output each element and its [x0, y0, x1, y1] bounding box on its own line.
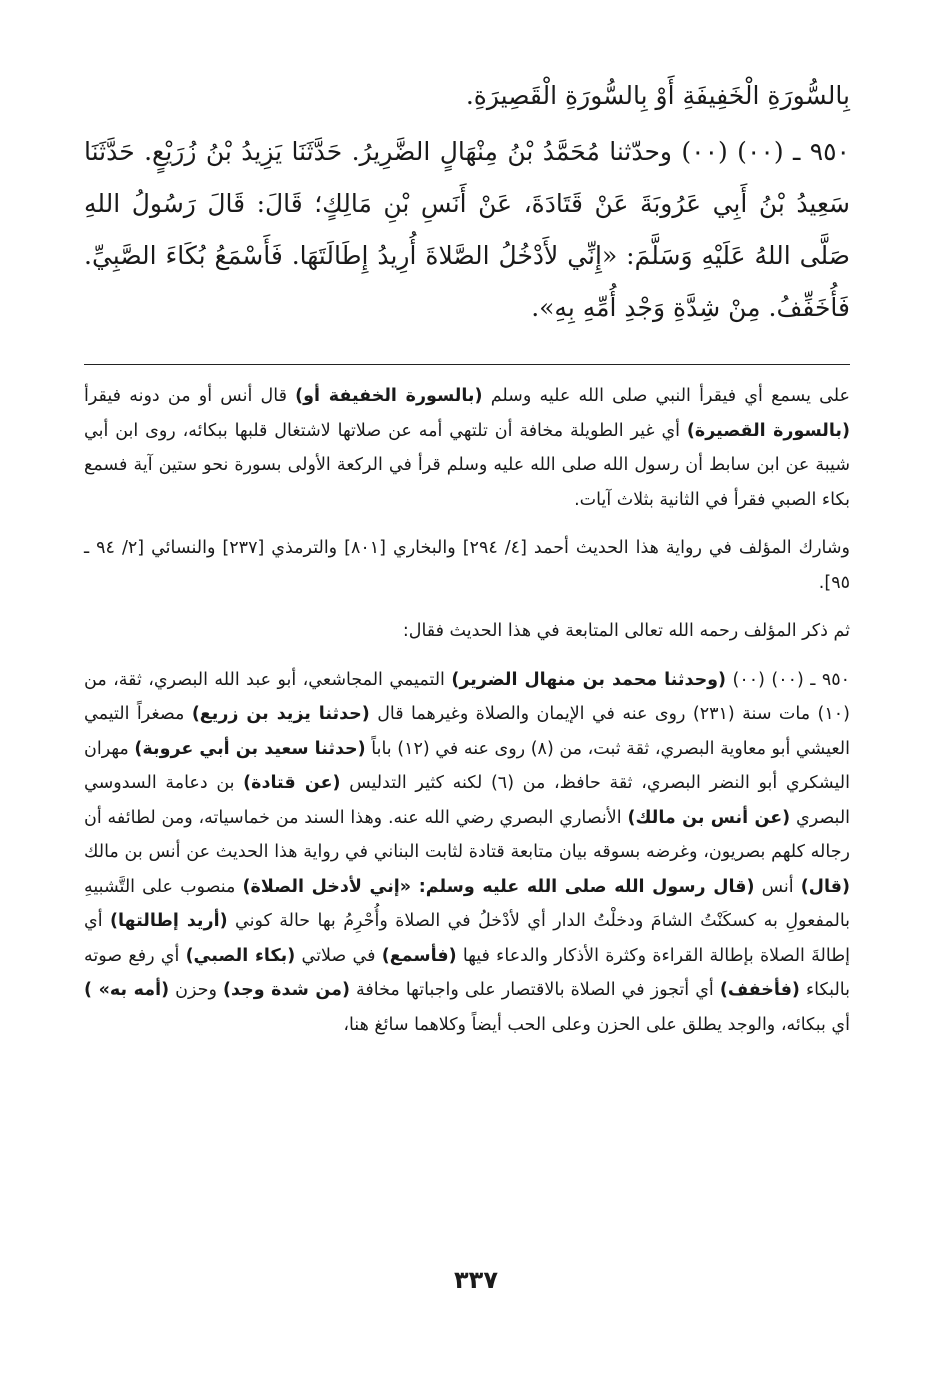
- quoted-phrase: (قال رسول الله صلى الله عليه وسلم: «إني لأدخل الصلاة): [242, 876, 755, 897]
- commentary-text: أي غير الطويلة مخافة أن تلتهي أمه عن صلاتها لاشتغال قلبها ببكائه، روى ابن أبي شيبة عن ابن سابط أن رسول الله صلى الله عليه وسلم قرأ في الركعة الأولى بسورة نحو ستين آية فسمع بكاء الصبي فقرأ في الثانية بثلاث آيات.: [84, 420, 850, 510]
- commentary-text: قال أنس أو من دونه فيقرأ: [84, 386, 296, 406]
- commentary-text: على يسمع أي فيقرأ النبي صلى الله عليه وسلم: [482, 386, 850, 406]
- quoted-phrase: (أمه به» ): [84, 980, 170, 1000]
- commentary-text: منصوب على التَّشبيهِ بالمفعولِ به كسكَنْتُ الشامَ ودخلْتُ الدار أي لأدْخلُ في الصلاة وأُحْرِمُ بها حالة كوني: [84, 876, 851, 931]
- quoted-phrase: (أريد إطالتها): [109, 911, 228, 931]
- commentary-text: ٩٥٠ ـ (٠٠) (٠٠): [726, 669, 851, 690]
- commentary-text: أي إطالةَ الصلاة بإطالة القراءة وكثرة الأذكار والدعاء فيها: [84, 911, 850, 966]
- commentary: [84, 379, 850, 1042]
- footnote-divider: [84, 364, 850, 365]
- commentary-text: بن دعامة السدوسي البصري: [84, 773, 851, 828]
- quoted-phrase: (بالسورة القصيرة): [686, 420, 850, 441]
- quoted-phrase: (وحدثنا محمد بن منهال الضرير): [451, 669, 727, 690]
- quoted-phrase: (حدثنا سعيد بن أبي عروبة): [134, 738, 366, 759]
- quoted-phrase: (من شدة وجد): [222, 980, 350, 1000]
- commentary-paragraph-2: وشارك المؤلف في رواية هذا الحديث أحمد [٤/ ٢٩٤] والبخاري [٨٠١] والترمذي [٢٣٧] والنسائي [٢/ ٩٤ ـ ٩٥].: [84, 538, 850, 593]
- quoted-phrase: (عن أنس بن مالك): [627, 807, 791, 828]
- quoted-phrase: (عن قتادة): [243, 773, 341, 793]
- hadith-text: [84, 70, 850, 334]
- quoted-phrase: (بكاء الصبي): [185, 945, 296, 966]
- commentary-text: التميمي المجاشعي، أبو عبد الله البصري، ثقة، من (١٠) مات سنة (٢٣١) روى عنه في الإيمان والصلاة وغيرهما قال: [84, 669, 850, 724]
- commentary-text: مصغراً التيمي العيشي أبو معاوية البصري، ثقة ثبت، من (٨) روى عنه في (١٢) باباً: [84, 704, 851, 759]
- hadith-continuation: بِالسُّورَةِ الْخَفِيفَةِ أَوْ بِالسُّورَةِ الْقَصِيرَةِ.: [465, 81, 850, 110]
- quoted-phrase: (قال): [800, 876, 850, 897]
- commentary-text: أي رفع صوته بالبكاء: [84, 945, 850, 1000]
- quoted-phrase: (فأسمع): [381, 945, 457, 966]
- commentary-paragraph-1: [84, 379, 850, 517]
- commentary-paragraph-3: ثم ذكر المؤلف رحمه الله تعالى المتابعة في هذا الحديث فقال:: [402, 621, 850, 641]
- page-number: ٣٣٧: [454, 1266, 498, 1294]
- quoted-phrase: (بالسورة الخفيفة أو): [295, 386, 483, 406]
- quoted-phrase: (فأخفف): [719, 980, 800, 1000]
- commentary-text: مهران اليشكري أبو النضر البصري، ثقة حافظ، من (٦) لكنه كثير التدليس: [84, 738, 850, 793]
- commentary-text: أي أتجوز في الصلاة بالاقتصار على واجباتها مخافة: [349, 980, 720, 1000]
- commentary-text: في صلاتي: [295, 945, 382, 966]
- commentary-paragraph-4: [84, 663, 850, 1043]
- page-body: [84, 70, 850, 1056]
- commentary-text: الأنصاري البصري رضي الله عنه. وهذا السند من خماسياته، ومن لطائفه أن رجاله كلهم بصريون، وغرضه بسوقه بيان متابعة قتادة لثابت البناني في رواية هذا الحديث عن أنس بن مالك: [84, 807, 850, 862]
- commentary-text: أنس: [754, 876, 801, 897]
- hadith-950: ٩٥٠ ـ (٠٠) (٠٠) وحدّثنا مُحَمَّدُ بْنُ مِنْهَالٍ الضَّرِيرُ. حَدَّثَنَا يَزِيدُ بْنُ زُرَيْعٍ. حَدَّثَنَا سَعِيدُ بْنُ أَبِي عَرُوبَةَ عَنْ قَتَادَةَ، عَنْ أَنَسِ بْنِ مَالِكٍ؛ قَالَ: قَالَ رَسُولُ اللهِ صَلَّى اللهُ عَلَيْهِ وَسَلَّمَ: «إِنِّي لأَدْخُلُ الصَّلاةَ أُرِيدُ إِطَالَتَهَا. فَأَسْمَعُ بُكَاءَ الصَّبِيِّ. فَأُخَفِّفُ. مِنْ شِدَّةِ وَجْدِ أُمِّهِ بِهِ».: [84, 137, 850, 322]
- commentary-text: أي ببكائه، والوجد يطلق على الحزن وعلى الحب أيضاً وكلاهما سائغ هنا،: [343, 1014, 850, 1035]
- commentary-text: وحزن: [169, 980, 223, 1000]
- quoted-phrase: (حدثنا يزيد بن زريع): [191, 704, 370, 724]
